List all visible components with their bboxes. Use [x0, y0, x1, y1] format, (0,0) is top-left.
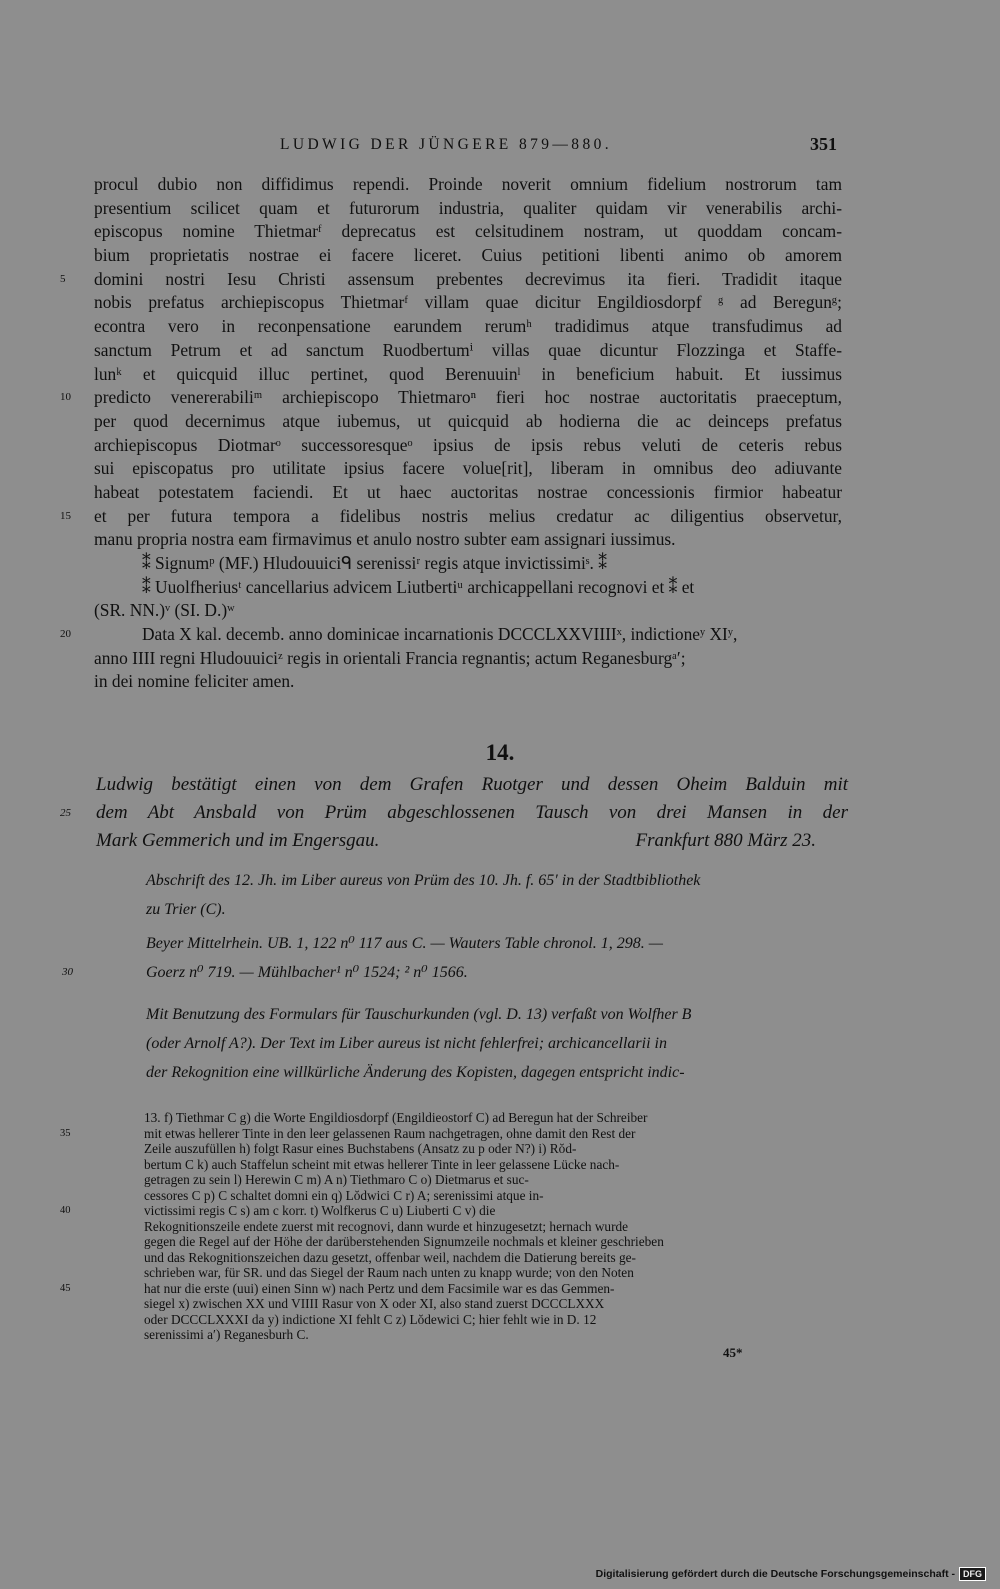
footnote-line	[60, 1203, 848, 1219]
charter-line	[94, 481, 842, 505]
line-text: und das Rekognitionszeichen dazu gesetzt, offenbar weil, nachdem die Datierung bereits ge-	[144, 1249, 636, 1265]
charter-eschatocol	[60, 552, 842, 694]
line-text: der Rekognition eine willkürliche Änderung des Kopisten, dagegen entspricht indic-	[146, 1064, 685, 1081]
line-text: (SR. NN.)ᵛ (SI. D.)ʷ	[94, 600, 235, 621]
line-text: 13. f) Tiethmar C g) die Worte Engildiosdorpf (Engildieostorf C) ad Beregun hat der Schreiber	[144, 1110, 648, 1125]
line-number: 30	[62, 966, 73, 978]
footnote-line	[144, 1250, 848, 1266]
charter-line	[94, 220, 842, 244]
line-text: cessores C p) C schaltet domni ein q) Lŏdwici C r) A; serenissimi atque in-	[144, 1187, 544, 1203]
charter-line	[94, 197, 842, 221]
credit-text: Digitalisierung gefördert durch die Deutsche Forschungsgemeinschaft -	[595, 1568, 955, 1580]
charter-line	[94, 315, 842, 339]
line-text: ⁑ Uuolfheriusᵗ cancellarius advicem Liutbertiᵘ archicappellani recognovi et ⁑ et	[142, 576, 695, 597]
footnote-line	[144, 1327, 848, 1343]
regest-date-place: Frankfurt 880 März 23.	[635, 830, 816, 851]
line-number: 25	[60, 807, 71, 819]
eschatocol-line	[94, 599, 842, 623]
line-text: Mit Benutzung des Formulars für Tauschurkunden (vgl. D. 13) verfaßt von Wolfher B	[146, 1006, 692, 1023]
charter-line	[94, 291, 842, 315]
charter-line	[60, 268, 842, 292]
line-text: nobis prefatus archiepiscopus Thietmarᶠ villam quae dicitur Engildiosdorpf ᵍ ad Beregunᵍ;	[94, 292, 842, 313]
footnote-line	[144, 1234, 848, 1250]
line-text: bium proprietatis nostrae ei facere liceret. Cuius petitioni libenti animo ob amorem	[94, 245, 842, 266]
line-text: oder DCCCLXXXI da y) indictione XI fehlt C z) Lŏdewici C; hier fehlt wie in D. 12	[144, 1311, 597, 1327]
line-number: 20	[60, 628, 71, 641]
line-text: hat nur die erste (uui) einen Sinn w) nach Pertz und dem Facsimile war es das Gemmen-	[144, 1280, 615, 1296]
footnote-line	[144, 1312, 848, 1328]
footnote-line	[144, 1110, 848, 1126]
eschatocol-line	[94, 576, 842, 600]
line-number: 5	[60, 272, 66, 285]
line-text: Data X kal. decemb. anno dominicae incarnationis DCCCLXXVIIIIˣ, indictioneʸ XIʸ,	[142, 624, 738, 645]
editions-note	[62, 929, 846, 987]
regest-line	[60, 799, 848, 827]
line-text: dem Abt Ansbald von Prüm abgeschlossenen Tausch von drei Mansen in der	[96, 802, 848, 823]
line-text: per quod decernimus atque iubemus, ut quicquid ab hodierna die ac deinceps prefatus	[94, 410, 842, 431]
line-text: sanctum Petrum et ad sanctum Ruodbertumⁱ villas quae dicuntur Flozzinga et Staffe-	[94, 339, 842, 360]
note-line	[146, 895, 846, 924]
line-text: lunᵏ et quicquid illuc pertinet, quod Berenuuinˡ in beneficium habuit. Et iussimus	[94, 363, 842, 384]
line-text: episcopus nomine Thietmarᶠ deprecatus est celsitudinem nostram, ut quoddam concam-	[94, 221, 842, 242]
signature-mark: 45*	[723, 1345, 743, 1360]
line-number: 10	[60, 391, 71, 404]
line-text: in dei nomine feliciter amen.	[94, 671, 295, 692]
charter-line	[94, 173, 842, 197]
source-note	[146, 866, 846, 924]
line-text: sui episcopatus pro utilitate ipsius facere volue[rit], liberam in omnibus deo adiuvante	[94, 458, 842, 479]
line-text: habeat potestatem faciendi. Et ut haec auctoritas nostrae concessionis firmior habeatur	[94, 481, 842, 502]
line-text: schrieben war, für SR. und das Siegel der Raum nach unten zu knapp wurde; von den Noten	[144, 1265, 634, 1280]
line-text: econtra vero in reconpensatione earundem rerumʰ tradidimus atque transfudimus ad	[94, 316, 842, 337]
line-number: 45	[60, 1282, 71, 1294]
regest-line	[96, 771, 848, 799]
charter-text	[60, 173, 842, 552]
charter-line	[94, 528, 842, 552]
digitization-credit	[596, 1567, 986, 1581]
line-text: manu propria nostra eam firmavimus et anulo nostro subter eam assignari iussimus.	[94, 529, 676, 550]
charter-line	[60, 505, 842, 529]
eschatocol-line	[94, 552, 842, 576]
charter-line	[94, 363, 842, 387]
line-text: serenissimi a′) Reganesburh C.	[144, 1327, 309, 1342]
running-title: LUDWIG DER JÜNGERE 879—880.	[280, 136, 613, 153]
line-text: archiepiscopus Diotmarᵒ successoresqueᵒ ipsius de ipsis rebus veluti de ceteris rebus	[94, 434, 842, 455]
line-text: Rekognitionszeile endete zuerst mit recognovi, dann wurde et hinzugesetzt; hernach wurde	[144, 1218, 629, 1234]
regest-line	[96, 827, 848, 855]
charter-line	[94, 457, 842, 481]
line-text: victissimi regis C s) am c korr. t) Wolfkerus C u) Liuberti C v) die	[144, 1203, 496, 1218]
line-text: Mark Gemmerich und im Engersgau.	[96, 830, 380, 851]
footnote-line	[60, 1125, 848, 1142]
line-text: siegel x) zwischen XX und VIIII Rasur von X oder XI, also stand zuerst DCCCLXXX	[144, 1296, 605, 1311]
line-text: predicto venererabiliᵐ archiepiscopo Thietmaroⁿ fieri hoc nostrae auctoritatis praeceptum,	[94, 387, 842, 408]
footnote-line	[144, 1141, 848, 1157]
note-line	[146, 1029, 846, 1058]
line-text: Beyer Mittelrhein. UB. 1, 122 n⁰ 117 aus C. — Wauters Table chronol. 1, 298. —	[146, 935, 663, 952]
line-text: ⁑ Signumᵖ (MF.) Hludouuiciᑫ serenissiʳ regis atque invictissimiˢ. ⁑	[142, 553, 607, 573]
line-text: bertum C k) auch Staffelun scheint mit etwas hellerer Tinte in leer gelassene Lücke nach-	[144, 1156, 620, 1172]
line-text: Abschrift des 12. Jh. im Liber aureus von Prüm des 10. Jh. f. 65′ in der Stadtbibliothek	[146, 872, 701, 889]
line-number: 40	[60, 1205, 71, 1216]
charter-line	[94, 339, 842, 363]
line-text: anno IIII regni Hludouuiciᶻ regis in orientali Francia regnantis; actum Reganesburgᵃ′;	[94, 647, 686, 668]
footnotes	[60, 1110, 848, 1343]
dfg-logo: DFG	[959, 1567, 986, 1581]
charter-line	[94, 434, 842, 458]
footnote-line	[144, 1219, 848, 1235]
line-text: getragen zu sein l) Herewin C m) A n) Tiethmaro C o) Dietmarus et suc-	[144, 1172, 529, 1187]
line-number: 15	[60, 509, 71, 522]
line-text: Zeile auszufüllen h) folgt Rasur eines Buchstabens (Ansatz zu p oder N?) i) Rŏd-	[144, 1141, 577, 1156]
footnote-line	[144, 1172, 848, 1188]
charter-line	[94, 244, 842, 268]
document-number: 14.	[485, 740, 515, 765]
line-text: gegen die Regel auf der Höhe der darüberstehenden Signumzeile nochmals et kleiner geschrieben	[144, 1234, 664, 1249]
preliminary-remark	[146, 1000, 846, 1087]
note-line	[146, 866, 846, 895]
line-text: presentium scilicet quam et futurorum industria, qualiter quidam vir venerabilis archi-	[94, 197, 842, 218]
line-text: procul dubio non diffidimus rependi. Proinde noverit omnium fidelium nostrorum tam	[94, 174, 842, 194]
eschatocol-line	[94, 647, 842, 671]
line-text: mit etwas hellerer Tinte in den leer gelassenen Raum nachgetragen, ohne damit den Rest der	[144, 1125, 636, 1141]
note-line	[146, 1058, 846, 1087]
footnote-line	[144, 1296, 848, 1312]
eschatocol-line	[94, 670, 842, 694]
regest	[60, 771, 848, 855]
line-number: 35	[60, 1127, 71, 1139]
line-text: domini nostri Iesu Christi assensum prebentes decrevimus ita fieri. Tradidit itaque	[94, 268, 842, 289]
line-text: (oder Arnolf A?). Der Text im Liber aureus ist nicht fehlerfrei; archicancellarii in	[146, 1035, 667, 1052]
running-header	[0, 136, 1000, 160]
note-line	[146, 1000, 846, 1029]
line-text: zu Trier (C).	[146, 901, 226, 918]
line-text: Ludwig bestätigt einen von dem Grafen Ruotger und dessen Oheim Balduin mit	[96, 774, 848, 795]
line-text: et per futura tempora a fidelibus nostris melius credatur ac diligentius observetur,	[94, 505, 842, 526]
note-line	[62, 958, 846, 987]
footnote-line	[60, 1280, 848, 1297]
eschatocol-line	[60, 623, 842, 647]
footnote-line	[144, 1188, 848, 1204]
charter-line	[94, 410, 842, 434]
charter-line	[60, 386, 842, 410]
line-text: Goerz n⁰ 719. — Mühlbacher¹ n⁰ 1524; ² n⁰ 1566.	[146, 964, 468, 981]
page-number: 351	[810, 134, 837, 154]
footnote-line	[144, 1157, 848, 1173]
footnote-line	[144, 1265, 848, 1281]
note-line	[146, 929, 846, 958]
